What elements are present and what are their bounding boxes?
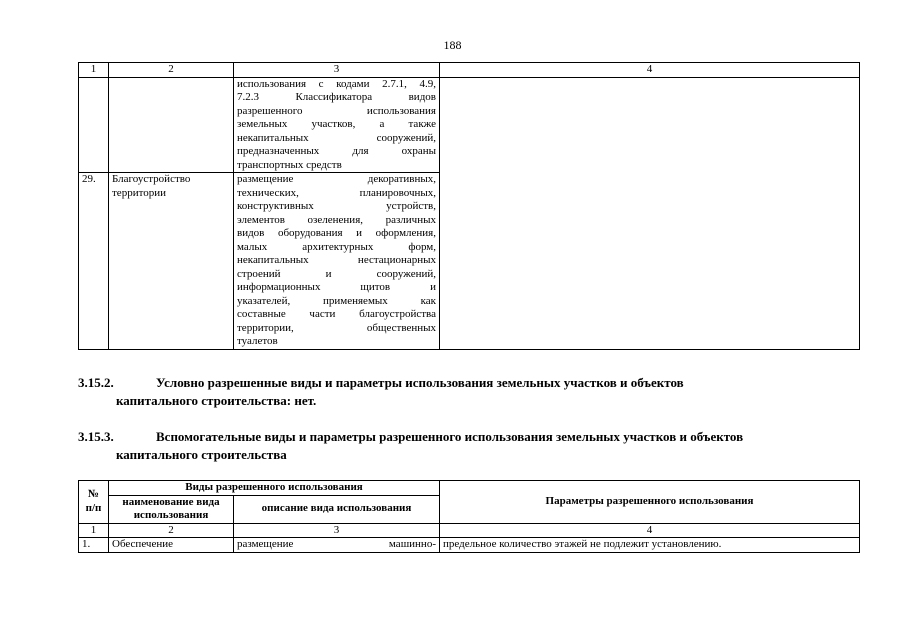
header-use-name: наименование вида использования xyxy=(109,495,234,523)
header-permitted-types: Виды разрешенного использования xyxy=(109,481,440,496)
text-line: земельных участков, а также xyxy=(237,118,436,130)
text-line: использования с кодами 2.7.1, 4.9, xyxy=(237,77,436,90)
column-index: 3 xyxy=(234,63,440,78)
text-line: видов оборудования и оформления, xyxy=(237,227,436,239)
use-name: Обеспечение xyxy=(109,538,234,553)
auxiliary-use-table xyxy=(78,480,860,553)
header-row xyxy=(79,481,860,496)
section-title: Вспомогательные виды и параметры разрешенного использования земельных участков и объектов xyxy=(156,429,744,444)
use-parameters: предельное количество этажей не подлежит установлению. xyxy=(440,538,860,553)
header-parameters: Параметры разрешенного использования xyxy=(440,481,860,524)
text-line: 7.2.3 Классификатора видов xyxy=(237,91,436,103)
column-index: 2 xyxy=(109,63,234,78)
text-line: транспортных средств xyxy=(237,158,342,171)
use-description xyxy=(234,77,440,173)
column-index: 3 xyxy=(234,523,440,538)
column-index-row xyxy=(79,63,860,78)
section-number: 3.15.2. xyxy=(78,375,114,390)
column-index-row xyxy=(79,523,860,538)
text-line: территории, общественных xyxy=(237,321,436,334)
section-title-continued: капитального строительства: нет. xyxy=(116,393,317,408)
row-number: 29. xyxy=(79,173,109,350)
column-index: 4 xyxy=(440,523,860,538)
table-row xyxy=(79,538,860,553)
use-description: размещение машинно- xyxy=(234,538,440,553)
text-line: предназначенных для охраны xyxy=(237,145,436,157)
page-number: 188 xyxy=(443,38,462,52)
column-index: 1 xyxy=(79,63,109,78)
text-line: разрешенного использования xyxy=(237,104,436,117)
text-line: размещение декоративных, xyxy=(237,173,436,185)
use-description xyxy=(234,173,440,350)
column-index: 2 xyxy=(109,523,234,538)
permitted-use-table-continued xyxy=(78,62,860,350)
text-line: составные части благоустройства xyxy=(237,308,436,320)
section-heading-3-15-3 xyxy=(78,428,838,464)
text-line: строений и сооружений, xyxy=(237,267,436,280)
use-name: Благоустройство территории xyxy=(109,173,234,350)
parameters-cell xyxy=(440,77,860,349)
column-index: 4 xyxy=(440,63,860,78)
section-title-continued: капитального строительства xyxy=(116,447,287,462)
text-line: указателей, применяемых как xyxy=(237,294,436,307)
section-title: Условно разрешенные виды и параметры использования земельных участков и объектов xyxy=(156,375,684,390)
text-line: некапитальных сооружений, xyxy=(237,131,436,144)
text-line: технических, планировочных, xyxy=(237,186,436,199)
row-number: 1. xyxy=(79,538,109,553)
text-line: малых архитектурных форм, xyxy=(237,240,436,253)
column-index: 1 xyxy=(79,523,109,538)
text-line: конструктивных устройств, xyxy=(237,200,436,212)
text-line: некапитальных нестационарных xyxy=(237,254,436,266)
text-line: информационных щитов и xyxy=(237,281,436,293)
section-number: 3.15.3. xyxy=(78,429,114,444)
text-line: элементов озеленения, различных xyxy=(237,213,436,226)
section-heading-3-15-2 xyxy=(78,374,838,410)
table-row xyxy=(79,77,860,173)
header-use-description: описание вида использования xyxy=(234,495,440,523)
text-line: туалетов xyxy=(237,335,278,347)
header-number: № п/п xyxy=(79,481,109,524)
